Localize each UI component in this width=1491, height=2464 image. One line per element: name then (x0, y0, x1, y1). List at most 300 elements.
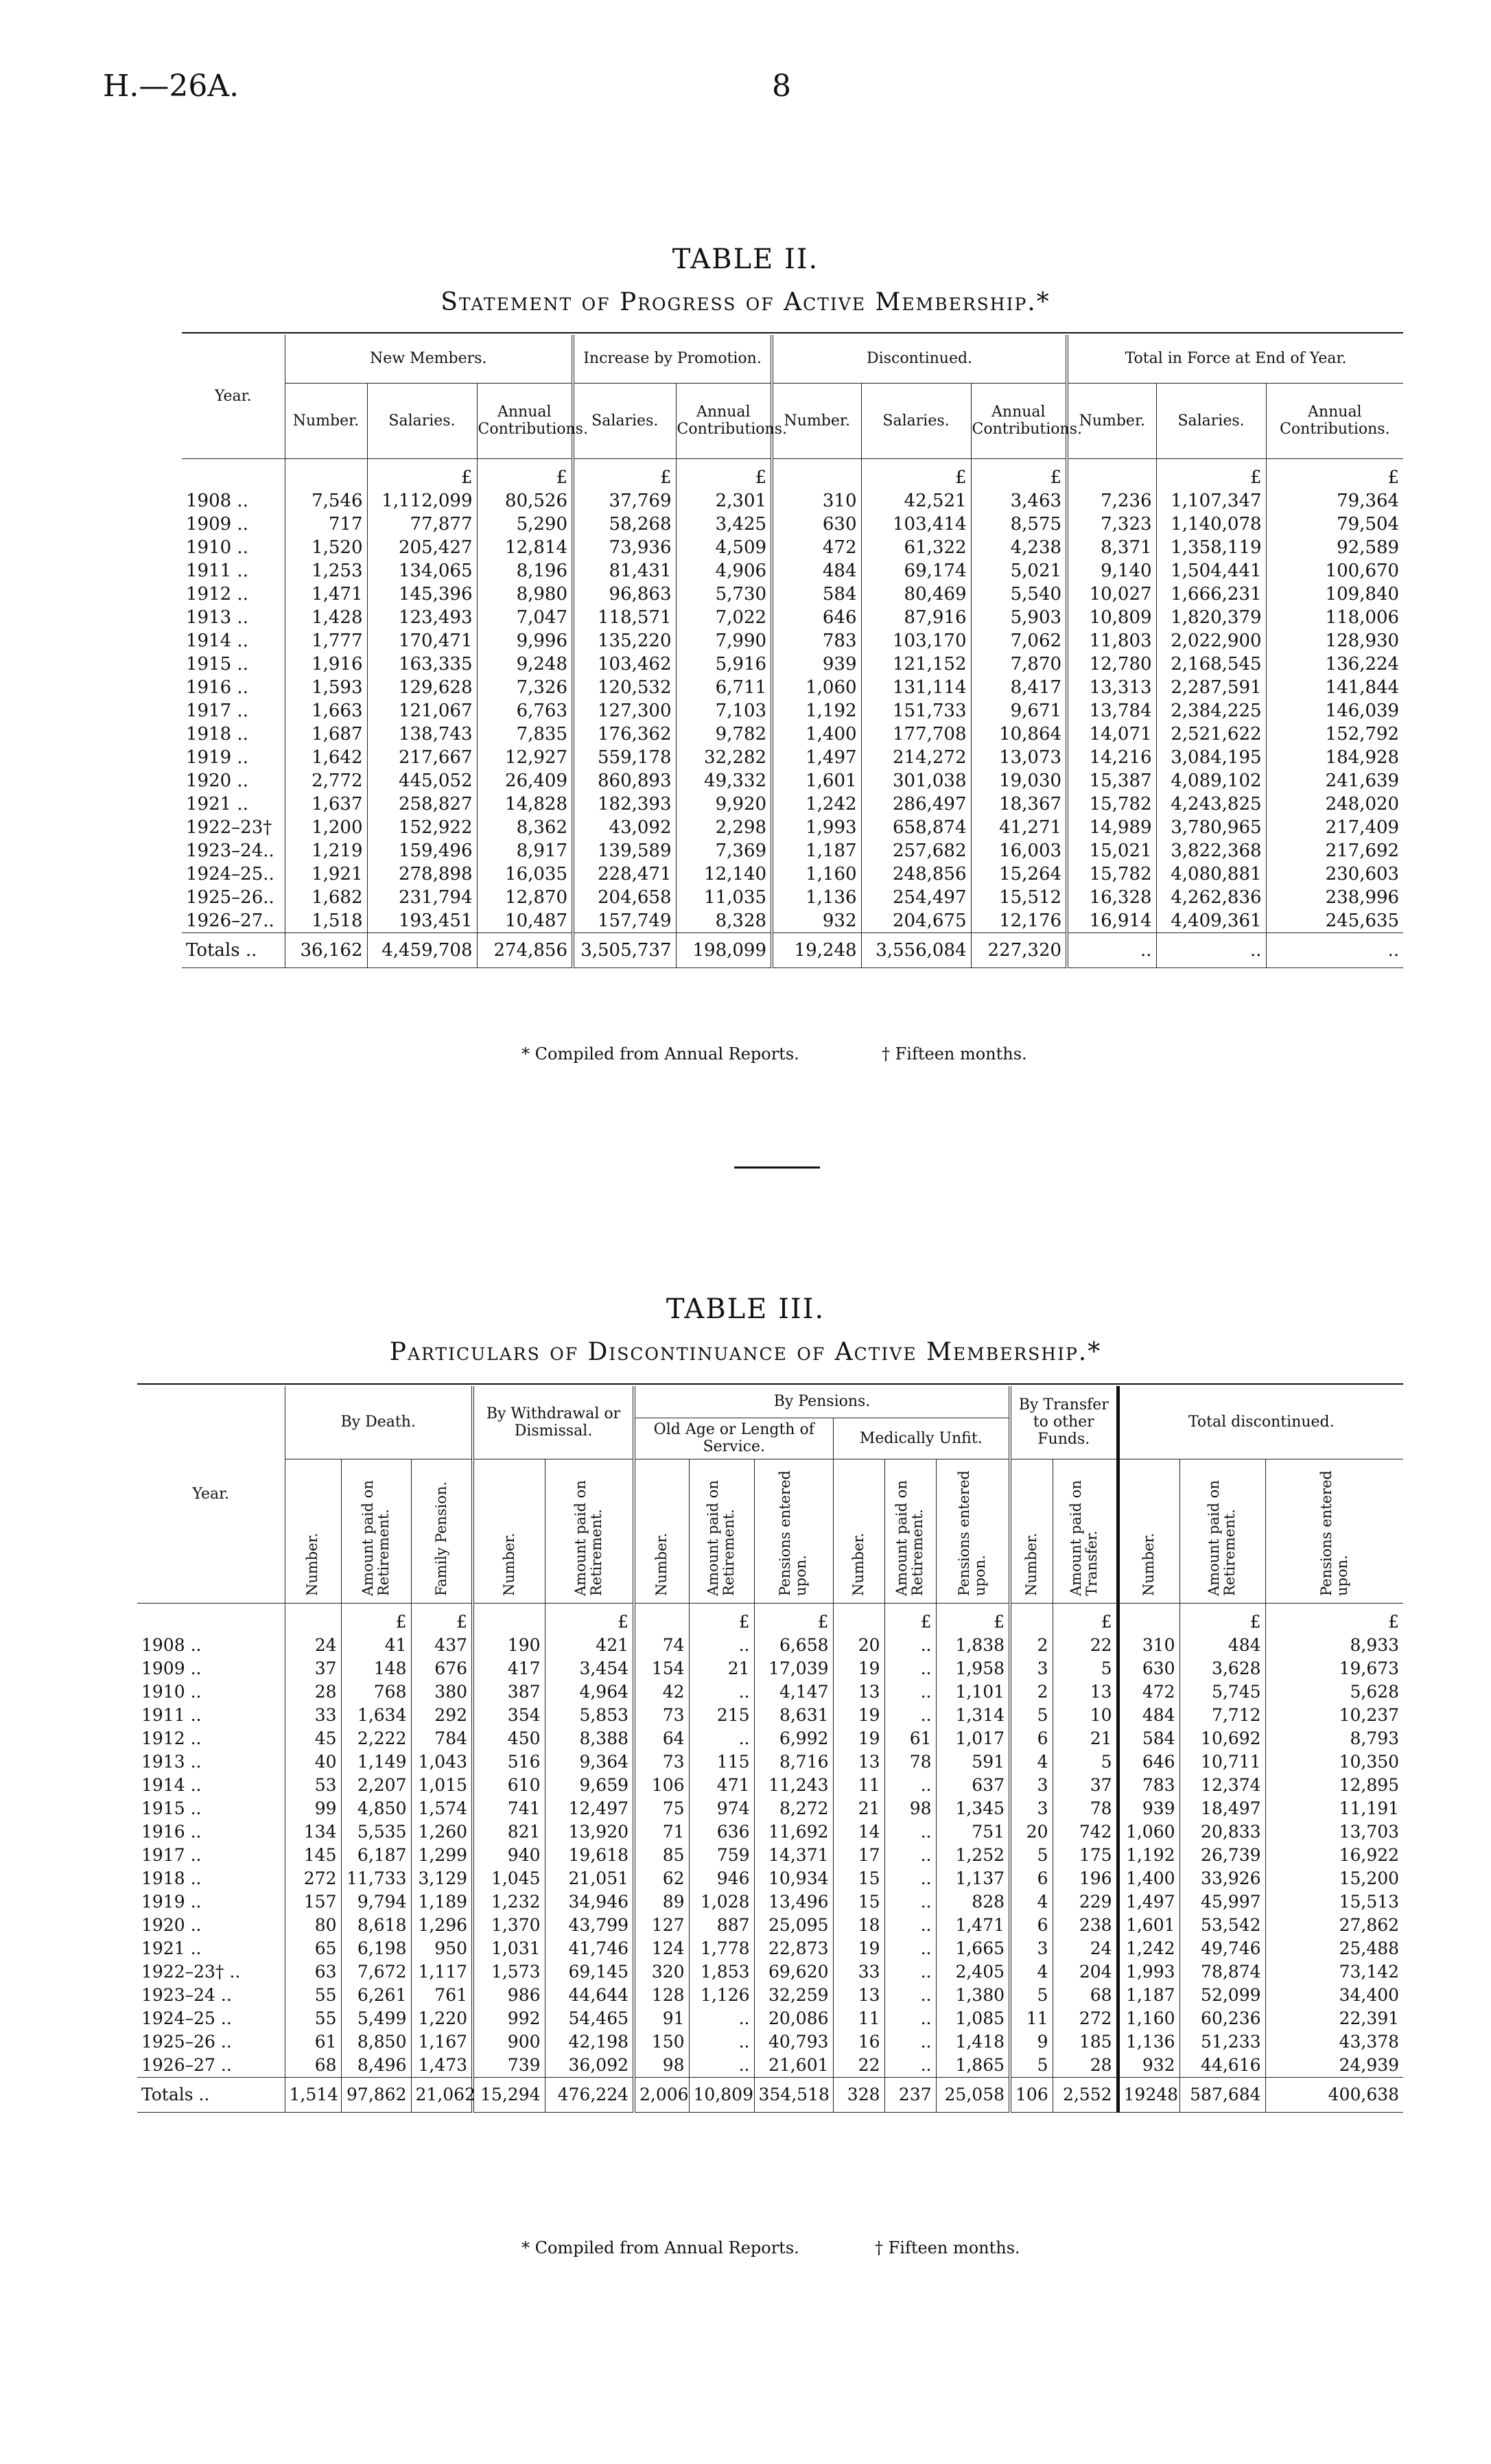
value-cell: 15,782 (1067, 863, 1156, 886)
value-cell: 630 (772, 513, 861, 536)
value-cell: 15,782 (1067, 793, 1156, 816)
value-cell: 24,939 (1265, 2054, 1403, 2078)
value-cell: 1,345 (936, 1797, 1010, 1820)
value-cell: 3 (1010, 1937, 1053, 1960)
total-cell: .. (1266, 932, 1403, 967)
value-cell: 229 (1053, 1890, 1118, 1914)
value-cell: 65 (285, 1937, 341, 1960)
value-cell: 5,903 (971, 606, 1067, 629)
value-cell: 4,080,881 (1156, 863, 1266, 886)
value-cell: 9,364 (545, 1750, 634, 1774)
value-cell: 5 (1010, 1984, 1053, 2007)
value-cell: 15 (833, 1890, 884, 1914)
group-total-discontinued: Total discontinued. (1118, 1386, 1403, 1459)
value-cell: 272 (285, 1867, 341, 1890)
column-header-label: Family Pension. (432, 1481, 449, 1596)
value-cell: 106 (634, 1774, 689, 1797)
value-cell: 33 (833, 1960, 884, 1984)
column-header: Salaries. (1156, 383, 1266, 458)
value-cell: 54,465 (545, 2007, 634, 2030)
value-cell: 4,262,836 (1156, 886, 1266, 909)
table-row (182, 863, 1403, 886)
value-cell: 5,535 (341, 1820, 411, 1844)
value-cell: .. (689, 1634, 754, 1657)
value-cell: 7,369 (676, 839, 772, 863)
value-cell: 13,496 (754, 1890, 833, 1914)
value-cell: 8,850 (341, 2030, 411, 2054)
table-row (137, 1797, 1403, 1820)
value-cell: 154 (634, 1657, 689, 1680)
column-header-label: Pensions entered upon. (777, 1470, 810, 1596)
year-cell: 1915 .. (141, 1798, 202, 1818)
value-cell: 5,540 (971, 583, 1067, 606)
table-row (137, 1867, 1403, 1890)
value-cell: 1,778 (689, 1937, 754, 1960)
column-header (1265, 1459, 1403, 1603)
table3-title: TABLE III. (666, 1293, 825, 1325)
table-row (137, 2007, 1403, 2030)
value-cell: 78,874 (1179, 1960, 1265, 1984)
total-cell: .. (1067, 932, 1156, 967)
value-cell: 11,803 (1067, 629, 1156, 653)
column-header (411, 1459, 473, 1603)
value-cell: 950 (411, 1937, 473, 1960)
table3 (137, 1386, 1403, 2113)
year-header: Year. (137, 1386, 285, 1603)
value-cell: 1,497 (1118, 1890, 1179, 1914)
column-header-label: Number. (653, 1532, 670, 1596)
value-cell: 4,089,102 (1156, 769, 1266, 793)
year-cell: 1914 .. (186, 630, 248, 651)
column-header-label: Pensions entered upon. (956, 1470, 989, 1596)
column-header (754, 1459, 833, 1603)
table-row (182, 769, 1403, 793)
value-cell: 1,400 (772, 723, 861, 746)
table-row (137, 1774, 1403, 1797)
value-cell: 21 (1053, 1727, 1118, 1750)
column-header (285, 1459, 341, 1603)
value-cell: 310 (1118, 1634, 1179, 1657)
value-cell: 8,917 (477, 839, 573, 863)
column-header: Salaries. (861, 383, 971, 458)
column-header-label: Amount paid on Retirement. (359, 1480, 392, 1596)
value-cell: 8,272 (754, 1797, 833, 1820)
value-cell: 3,628 (1179, 1657, 1265, 1680)
year-cell: 1921 .. (186, 793, 248, 814)
total-cell: 15,294 (473, 2077, 545, 2112)
value-cell: 10,487 (477, 909, 573, 933)
value-cell: 175 (1053, 1844, 1118, 1867)
value-cell: 1,136 (1118, 2030, 1179, 2054)
table2-subtitle: Statement of Progress of Active Membership.* (441, 288, 1050, 316)
value-cell: .. (884, 1820, 936, 1844)
value-cell: 932 (1118, 2054, 1179, 2078)
value-cell: 5,916 (676, 653, 772, 676)
value-cell: 22,873 (754, 1937, 833, 1960)
column-header-label: Amount paid on Transfer. (1068, 1480, 1101, 1596)
value-cell: 3,084,195 (1156, 746, 1266, 769)
value-cell: 10,692 (1179, 1727, 1265, 1750)
value-cell: 7,835 (477, 723, 573, 746)
value-cell: 8,716 (754, 1750, 833, 1774)
value-cell: 170,471 (367, 629, 477, 653)
value-cell: 8,196 (477, 559, 573, 583)
value-cell: 55 (285, 1984, 341, 2007)
value-cell: 1,242 (1118, 1937, 1179, 1960)
unit-label: £ (573, 458, 676, 489)
unit-label (285, 458, 367, 489)
value-cell: 217,692 (1266, 839, 1403, 863)
column-header (341, 1459, 411, 1603)
value-cell: 5,290 (477, 513, 573, 536)
value-cell: 8,618 (341, 1914, 411, 1937)
totals-row (137, 2077, 1403, 2112)
year-cell: 1908 .. (141, 1635, 202, 1655)
year-cell: 1913 .. (141, 1752, 202, 1772)
value-cell: 1,666,231 (1156, 583, 1266, 606)
value-cell: 61 (884, 1727, 936, 1750)
value-cell: 9,659 (545, 1774, 634, 1797)
value-cell: 1,015 (411, 1774, 473, 1797)
value-cell: 12,497 (545, 1797, 634, 1820)
value-cell: 190 (473, 1634, 545, 1657)
value-cell: 1,107,347 (1156, 489, 1266, 513)
year-cell: 1919 .. (186, 747, 248, 768)
value-cell: 7,672 (341, 1960, 411, 1984)
value-cell: .. (689, 2030, 754, 2054)
value-cell: 5 (1010, 2054, 1053, 2078)
table-row (137, 1984, 1403, 2007)
value-cell: 19 (833, 1937, 884, 1960)
unit-label: £ (676, 458, 772, 489)
value-cell: 860,893 (573, 769, 676, 793)
value-cell: 16,922 (1265, 1844, 1403, 1867)
value-cell: 139,589 (573, 839, 676, 863)
document-reference: H.—26A. (103, 69, 239, 104)
value-cell: 53,542 (1179, 1914, 1265, 1937)
value-cell: 89 (634, 1890, 689, 1914)
value-cell: 768 (341, 1680, 411, 1704)
value-cell: 22 (833, 2054, 884, 2078)
value-cell: 204 (1053, 1960, 1118, 1984)
table2-footnote-fifteen: † Fifteen months. (882, 1044, 1027, 1064)
year-cell: 1909 .. (141, 1658, 202, 1678)
value-cell: 610 (473, 1774, 545, 1797)
value-cell: 63 (285, 1960, 341, 1984)
value-cell: 784 (411, 1727, 473, 1750)
column-header (545, 1459, 634, 1603)
table2-footnote-compiled: * Compiled from Annual Reports. (521, 1044, 799, 1064)
group-total-in-force: Total in Force at End of Year. (1067, 335, 1403, 383)
column-header (1010, 1459, 1053, 1603)
value-cell: 1,520 (285, 536, 367, 559)
value-cell: 1,853 (689, 1960, 754, 1984)
value-cell: 22 (1053, 1634, 1118, 1657)
value-cell: 15,387 (1067, 769, 1156, 793)
table3-footnote-compiled: * Compiled from Annual Reports. (521, 2238, 799, 2257)
value-cell: 53 (285, 1774, 341, 1797)
value-cell: 49,746 (1179, 1937, 1265, 1960)
value-cell: 241,639 (1266, 769, 1403, 793)
value-cell: 1,665 (936, 1937, 1010, 1960)
year-cell: 1923–24.. (186, 840, 274, 861)
value-cell: 6,658 (754, 1634, 833, 1657)
value-cell: 10,027 (1067, 583, 1156, 606)
year-cell: 1914 .. (141, 1775, 202, 1795)
value-cell: 257,682 (861, 839, 971, 863)
value-cell: 821 (473, 1820, 545, 1844)
value-cell: 129,628 (367, 676, 477, 699)
value-cell: 1,299 (411, 1844, 473, 1867)
value-cell: 3 (1010, 1657, 1053, 1680)
value-cell: 272 (1053, 2007, 1118, 2030)
value-cell: 516 (473, 1750, 545, 1774)
value-cell: 96,863 (573, 583, 676, 606)
value-cell: 1,140,078 (1156, 513, 1266, 536)
value-cell: 10,350 (1265, 1750, 1403, 1774)
value-cell: 11,191 (1265, 1797, 1403, 1820)
value-cell: 49,332 (676, 769, 772, 793)
value-cell: 17,039 (754, 1657, 833, 1680)
value-cell: 1,634 (341, 1704, 411, 1727)
value-cell: 1,504,441 (1156, 559, 1266, 583)
value-cell: 127,300 (573, 699, 676, 723)
value-cell: 8,388 (545, 1727, 634, 1750)
value-cell: 14 (833, 1820, 884, 1844)
value-cell: 81,431 (573, 559, 676, 583)
unit-label: £ (477, 458, 573, 489)
value-cell: 7,990 (676, 629, 772, 653)
table-row (182, 816, 1403, 839)
table-row (137, 1657, 1403, 1680)
value-cell: 4,243,825 (1156, 793, 1266, 816)
unit-label: £ (1053, 1603, 1118, 1634)
value-cell: 231,794 (367, 886, 477, 909)
value-cell: 69,620 (754, 1960, 833, 1984)
value-cell: 437 (411, 1634, 473, 1657)
value-cell: 6,992 (754, 1727, 833, 1750)
value-cell: .. (884, 1937, 936, 1960)
value-cell: 630 (1118, 1657, 1179, 1680)
value-cell: 1,167 (411, 2030, 473, 2054)
value-cell: 157,749 (573, 909, 676, 933)
value-cell: 12,895 (1265, 1774, 1403, 1797)
value-cell: 5 (1010, 1844, 1053, 1867)
value-cell: 1,314 (936, 1704, 1010, 1727)
value-cell: 13 (833, 1984, 884, 2007)
value-cell: 7,062 (971, 629, 1067, 653)
value-cell: 2,022,900 (1156, 629, 1266, 653)
value-cell: 1,471 (285, 583, 367, 606)
value-cell: 115 (689, 1750, 754, 1774)
value-cell: 40,793 (754, 2030, 833, 2054)
value-cell: 52,099 (1179, 1984, 1265, 2007)
year-cell: 1910 .. (186, 537, 248, 558)
total-cell: 400,638 (1265, 2077, 1403, 2112)
total-cell: 3,556,084 (861, 932, 971, 967)
value-cell: 8,793 (1265, 1727, 1403, 1750)
value-cell: 472 (1118, 1680, 1179, 1704)
year-cell: 1925–26 .. (141, 2032, 232, 2052)
table-row (182, 513, 1403, 536)
value-cell: 9,794 (341, 1890, 411, 1914)
total-cell: 227,320 (971, 932, 1067, 967)
value-cell: .. (884, 2007, 936, 2030)
value-cell: 79,364 (1266, 489, 1403, 513)
value-cell: 19,618 (545, 1844, 634, 1867)
table-row (182, 746, 1403, 769)
value-cell: 5,745 (1179, 1680, 1265, 1704)
value-cell: 71 (634, 1820, 689, 1844)
value-cell: 22,391 (1265, 2007, 1403, 2030)
value-cell: 5 (1010, 1704, 1053, 1727)
table-row (182, 886, 1403, 909)
value-cell: 14,989 (1067, 816, 1156, 839)
value-cell: 292 (411, 1704, 473, 1727)
value-cell: 986 (473, 1984, 545, 2007)
unit-label: £ (1179, 1603, 1265, 1634)
value-cell: 12,780 (1067, 653, 1156, 676)
page-number: 8 (772, 69, 791, 104)
value-cell: 636 (689, 1820, 754, 1844)
value-cell: .. (689, 1680, 754, 1704)
year-cell: 1912 .. (186, 583, 248, 605)
value-cell: 228,471 (573, 863, 676, 886)
value-cell: 2,384,225 (1156, 699, 1266, 723)
value-cell: 1,149 (341, 1750, 411, 1774)
value-cell: 118,006 (1266, 606, 1403, 629)
value-cell: 61,322 (861, 536, 971, 559)
value-cell: 12,374 (1179, 1774, 1265, 1797)
value-cell: 741 (473, 1797, 545, 1820)
group-new-members: New Members. (285, 335, 573, 383)
value-cell: 120,532 (573, 676, 676, 699)
total-cell: 25,058 (936, 2077, 1010, 2112)
value-cell: 1,663 (285, 699, 367, 723)
value-cell: 34,400 (1265, 1984, 1403, 2007)
unit-label (833, 1603, 884, 1634)
value-cell: .. (884, 1704, 936, 1727)
total-cell: 19,248 (772, 932, 861, 967)
total-cell: 1,514 (285, 2077, 341, 2112)
value-cell: 45,997 (1179, 1890, 1265, 1914)
value-cell: 205,427 (367, 536, 477, 559)
value-cell: 15,513 (1265, 1890, 1403, 1914)
table-row (137, 1937, 1403, 1960)
value-cell: 783 (1118, 1774, 1179, 1797)
year-cell: 1920 .. (141, 1915, 202, 1935)
value-cell: 8,496 (341, 2054, 411, 2078)
value-cell: 1,117 (411, 1960, 473, 1984)
unit-label (473, 1603, 545, 1634)
value-cell: 1,192 (1118, 1844, 1179, 1867)
table-row (137, 2054, 1403, 2078)
value-cell: .. (884, 1890, 936, 1914)
value-cell: 11,035 (676, 886, 772, 909)
year-cell: 1909 .. (186, 513, 248, 535)
value-cell: 1,473 (411, 2054, 473, 2078)
table-row (137, 1844, 1403, 1867)
value-cell: 78 (884, 1750, 936, 1774)
value-cell: 9,920 (676, 793, 772, 816)
value-cell: 80 (285, 1914, 341, 1937)
value-cell: 1,187 (1118, 1984, 1179, 2007)
value-cell: 761 (411, 1984, 473, 2007)
value-cell: 1,601 (1118, 1914, 1179, 1937)
value-cell: 1,471 (936, 1914, 1010, 1937)
value-cell: 184,928 (1266, 746, 1403, 769)
value-cell: 5,499 (341, 2007, 411, 2030)
value-cell: 6,711 (676, 676, 772, 699)
value-cell: 3,822,368 (1156, 839, 1266, 863)
value-cell: 78 (1053, 1797, 1118, 1820)
value-cell: 58,268 (573, 513, 676, 536)
column-header: Annual Contributions. (477, 383, 573, 458)
value-cell: 100,670 (1266, 559, 1403, 583)
value-cell: 1,838 (936, 1634, 1010, 1657)
value-cell: 51,233 (1179, 2030, 1265, 2054)
value-cell: 13,073 (971, 746, 1067, 769)
year-cell: 1918 .. (186, 723, 248, 744)
value-cell: 19,030 (971, 769, 1067, 793)
column-header (689, 1459, 754, 1603)
value-cell: 146,039 (1266, 699, 1403, 723)
value-cell: 214,272 (861, 746, 971, 769)
value-cell: 26,739 (1179, 1844, 1265, 1867)
value-cell: 1,574 (411, 1797, 473, 1820)
value-cell: 157 (285, 1890, 341, 1914)
units-row (137, 1603, 1403, 1634)
column-header-label: Amount paid on Retirement. (705, 1480, 738, 1596)
value-cell: 9 (1010, 2030, 1053, 2054)
value-cell: 584 (772, 583, 861, 606)
total-cell: 476,224 (545, 2077, 634, 2112)
total-cell: .. (1156, 932, 1266, 967)
value-cell: 11,733 (341, 1867, 411, 1890)
value-cell: 1,777 (285, 629, 367, 653)
year-cell: 1918 .. (141, 1868, 202, 1888)
unit-label: £ (367, 458, 477, 489)
value-cell: 21 (833, 1797, 884, 1820)
value-cell: 2,301 (676, 489, 772, 513)
value-cell: 28 (1053, 2054, 1118, 2078)
value-cell: 8,575 (971, 513, 1067, 536)
value-cell: 61 (285, 2030, 341, 2054)
table-row (137, 1727, 1403, 1750)
value-cell: 24 (285, 1634, 341, 1657)
value-cell: 42,521 (861, 489, 971, 513)
value-cell: 43,092 (573, 816, 676, 839)
value-cell: 15,264 (971, 863, 1067, 886)
value-cell: 380 (411, 1680, 473, 1704)
table-row (137, 1820, 1403, 1844)
value-cell: 484 (1179, 1634, 1265, 1657)
value-cell: 103,170 (861, 629, 971, 653)
value-cell: 1,573 (473, 1960, 545, 1984)
group-by-withdrawal: By Withdrawal or Dismissal. (473, 1386, 634, 1459)
value-cell: 123,493 (367, 606, 477, 629)
value-cell: .. (884, 1914, 936, 1937)
value-cell: 4 (1010, 1890, 1053, 1914)
total-cell: 354,518 (754, 2077, 833, 2112)
value-cell: .. (689, 2007, 754, 2030)
value-cell: 7,047 (477, 606, 573, 629)
value-cell: 5,021 (971, 559, 1067, 583)
value-cell: 1,497 (772, 746, 861, 769)
value-cell: 14,216 (1067, 746, 1156, 769)
value-cell: 932 (772, 909, 861, 933)
table3-footnote-fifteen: † Fifteen months. (875, 2238, 1020, 2257)
